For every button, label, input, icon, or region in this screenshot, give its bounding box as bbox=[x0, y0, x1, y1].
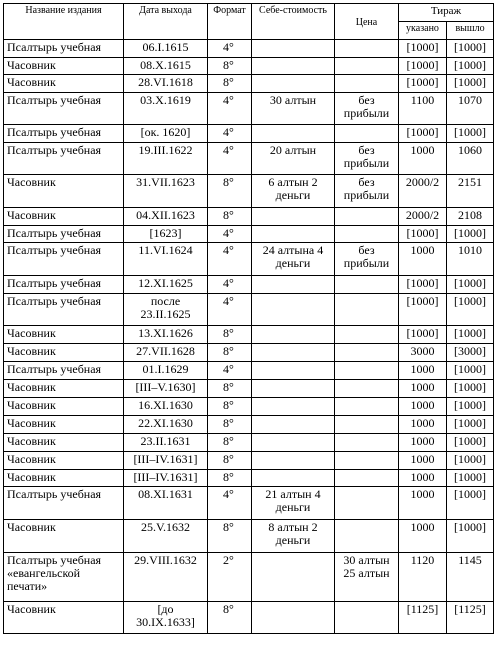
cell-issued: [1000] bbox=[447, 487, 494, 520]
table-row bbox=[4, 344, 494, 362]
cell-issued: [1125] bbox=[447, 602, 494, 634]
cell-price bbox=[335, 294, 399, 326]
cell-name: Часовник bbox=[4, 602, 124, 634]
cell-date: 27.VII.1628 bbox=[124, 344, 208, 362]
cell-date: 08.XI.1631 bbox=[124, 487, 208, 520]
cell-cost bbox=[252, 58, 335, 75]
cell-price bbox=[335, 362, 399, 380]
table-row bbox=[4, 487, 494, 520]
cell-date: 12.XI.1625 bbox=[124, 276, 208, 294]
table-body bbox=[4, 40, 494, 634]
cell-cost bbox=[252, 75, 335, 93]
table-row bbox=[4, 58, 494, 75]
cell-cost: 21 алтын 4 деньги bbox=[252, 487, 335, 520]
cell-price: без прибыли bbox=[335, 93, 399, 125]
cell-name: Часовник bbox=[4, 416, 124, 434]
cell-name: Псалтырь учебная bbox=[4, 276, 124, 294]
cell-price bbox=[335, 40, 399, 58]
cell-cost bbox=[252, 416, 335, 434]
cell-stated: 1000 bbox=[399, 398, 447, 416]
cell-price bbox=[335, 75, 399, 93]
cell-format: 8° bbox=[208, 344, 252, 362]
cell-cost bbox=[252, 344, 335, 362]
cell-name: Часовник bbox=[4, 452, 124, 470]
cell-issued: [1000] bbox=[447, 58, 494, 75]
cell-format: 4° bbox=[208, 143, 252, 175]
cell-stated: [1000] bbox=[399, 326, 447, 344]
cell-format: 8° bbox=[208, 208, 252, 226]
table-row bbox=[4, 40, 494, 58]
cell-price: без прибыли bbox=[335, 243, 399, 276]
cell-price bbox=[335, 326, 399, 344]
cell-date: 28.VI.1618 bbox=[124, 75, 208, 93]
header-cost: Себе-стоимость bbox=[252, 4, 335, 40]
cell-name: Псалтырь учебная «евангельской печати» bbox=[4, 553, 124, 602]
cell-name: Псалтырь учебная bbox=[4, 294, 124, 326]
table-row bbox=[4, 553, 494, 602]
cell-date: 19.III.1622 bbox=[124, 143, 208, 175]
table-row bbox=[4, 276, 494, 294]
cell-name: Псалтырь учебная bbox=[4, 143, 124, 175]
cell-format: 4° bbox=[208, 294, 252, 326]
table-row bbox=[4, 143, 494, 175]
cell-format: 8° bbox=[208, 380, 252, 398]
cell-stated: [1000] bbox=[399, 276, 447, 294]
cell-issued: 1010 bbox=[447, 243, 494, 276]
cell-date: [до 30.IX.1633] bbox=[124, 602, 208, 634]
cell-name: Псалтырь учебная bbox=[4, 487, 124, 520]
cell-name: Псалтырь учебная bbox=[4, 243, 124, 276]
cell-issued: [1000] bbox=[447, 416, 494, 434]
cell-price bbox=[335, 434, 399, 452]
cell-issued: [1000] bbox=[447, 520, 494, 553]
cell-date: 13.XI.1626 bbox=[124, 326, 208, 344]
header-name: Название издания bbox=[4, 4, 124, 40]
cell-price bbox=[335, 398, 399, 416]
cell-stated: 1000 bbox=[399, 143, 447, 175]
cell-format: 4° bbox=[208, 276, 252, 294]
cell-cost bbox=[252, 326, 335, 344]
cell-name: Часовник bbox=[4, 208, 124, 226]
cell-price bbox=[335, 58, 399, 75]
table-row bbox=[4, 125, 494, 143]
cell-stated: 1000 bbox=[399, 380, 447, 398]
cell-date: 06.I.1615 bbox=[124, 40, 208, 58]
cell-date: [ок. 1620] bbox=[124, 125, 208, 143]
cell-stated: 1000 bbox=[399, 452, 447, 470]
cell-format: 8° bbox=[208, 398, 252, 416]
cell-cost: 30 алтын bbox=[252, 93, 335, 125]
cell-format: 8° bbox=[208, 470, 252, 487]
cell-format: 4° bbox=[208, 125, 252, 143]
cell-date: [III–IV.1631] bbox=[124, 470, 208, 487]
cell-issued: [1000] bbox=[447, 40, 494, 58]
table-row bbox=[4, 294, 494, 326]
header-date: Дата выхода bbox=[124, 4, 208, 40]
cell-cost bbox=[252, 398, 335, 416]
header-format: Формат bbox=[208, 4, 252, 40]
cell-issued: [1000] bbox=[447, 294, 494, 326]
cell-price bbox=[335, 380, 399, 398]
cell-stated: [1000] bbox=[399, 294, 447, 326]
cell-date: после 23.II.1625 bbox=[124, 294, 208, 326]
cell-date: 25.V.1632 bbox=[124, 520, 208, 553]
cell-price bbox=[335, 125, 399, 143]
cell-stated: 1000 bbox=[399, 243, 447, 276]
cell-name: Псалтырь учебная bbox=[4, 226, 124, 243]
table-row bbox=[4, 175, 494, 208]
cell-price bbox=[335, 226, 399, 243]
cell-cost bbox=[252, 470, 335, 487]
cell-date: 04.XII.1623 bbox=[124, 208, 208, 226]
cell-name: Часовник bbox=[4, 380, 124, 398]
cell-name: Часовник bbox=[4, 326, 124, 344]
cell-stated: [1000] bbox=[399, 125, 447, 143]
cell-name: Псалтырь учебная bbox=[4, 362, 124, 380]
table-row bbox=[4, 520, 494, 553]
table-row bbox=[4, 416, 494, 434]
table-row bbox=[4, 380, 494, 398]
cell-price bbox=[335, 452, 399, 470]
cell-format: 4° bbox=[208, 362, 252, 380]
cell-issued: [1000] bbox=[447, 398, 494, 416]
cell-date: 22.XI.1630 bbox=[124, 416, 208, 434]
table-row bbox=[4, 75, 494, 93]
cell-name: Часовник bbox=[4, 175, 124, 208]
cell-format: 8° bbox=[208, 434, 252, 452]
cell-date: [III–IV.1631] bbox=[124, 452, 208, 470]
table-row bbox=[4, 602, 494, 634]
cell-name: Псалтырь учебная bbox=[4, 125, 124, 143]
cell-issued: [1000] bbox=[447, 470, 494, 487]
cell-name: Часовник bbox=[4, 434, 124, 452]
cell-price bbox=[335, 602, 399, 634]
cell-issued: 2108 bbox=[447, 208, 494, 226]
cell-stated: 3000 bbox=[399, 344, 447, 362]
cell-format: 8° bbox=[208, 75, 252, 93]
cell-format: 8° bbox=[208, 326, 252, 344]
cell-cost bbox=[252, 362, 335, 380]
cell-issued: 1070 bbox=[447, 93, 494, 125]
cell-format: 4° bbox=[208, 226, 252, 243]
cell-cost bbox=[252, 125, 335, 143]
cell-stated: 1000 bbox=[399, 416, 447, 434]
cell-price bbox=[335, 470, 399, 487]
cell-issued: [1000] bbox=[447, 380, 494, 398]
cell-stated: 1000 bbox=[399, 487, 447, 520]
cell-price: без прибыли bbox=[335, 143, 399, 175]
cell-stated: 1120 bbox=[399, 553, 447, 602]
cell-format: 4° bbox=[208, 40, 252, 58]
cell-stated: 1100 bbox=[399, 93, 447, 125]
cell-cost: 20 алтын bbox=[252, 143, 335, 175]
cell-name: Псалтырь учебная bbox=[4, 93, 124, 125]
cell-cost bbox=[252, 226, 335, 243]
cell-name: Часовник bbox=[4, 520, 124, 553]
cell-cost bbox=[252, 452, 335, 470]
cell-cost bbox=[252, 276, 335, 294]
table-row bbox=[4, 243, 494, 276]
header-price: Цена bbox=[335, 4, 399, 40]
cell-date: 31.VII.1623 bbox=[124, 175, 208, 208]
cell-format: 8° bbox=[208, 58, 252, 75]
cell-cost: 8 алтын 2 деньги bbox=[252, 520, 335, 553]
cell-cost bbox=[252, 434, 335, 452]
table-row bbox=[4, 398, 494, 416]
cell-date: 23.II.1631 bbox=[124, 434, 208, 452]
cell-date: 29.VIII.1632 bbox=[124, 553, 208, 602]
cell-name: Часовник bbox=[4, 398, 124, 416]
cell-price bbox=[335, 416, 399, 434]
cell-price bbox=[335, 276, 399, 294]
table-row bbox=[4, 93, 494, 125]
cell-issued: [3000] bbox=[447, 344, 494, 362]
cell-issued: [1000] bbox=[447, 326, 494, 344]
cell-name: Часовник bbox=[4, 470, 124, 487]
cell-cost bbox=[252, 294, 335, 326]
cell-format: 8° bbox=[208, 602, 252, 634]
cell-price bbox=[335, 344, 399, 362]
cell-stated: 1000 bbox=[399, 520, 447, 553]
table-row bbox=[4, 434, 494, 452]
cell-price bbox=[335, 520, 399, 553]
cell-date: 11.VI.1624 bbox=[124, 243, 208, 276]
cell-stated: [1000] bbox=[399, 40, 447, 58]
cell-name: Часовник bbox=[4, 75, 124, 93]
cell-date: 03.X.1619 bbox=[124, 93, 208, 125]
cell-stated: [1000] bbox=[399, 75, 447, 93]
cell-stated: [1000] bbox=[399, 226, 447, 243]
print-runs-table bbox=[3, 3, 494, 634]
cell-format: 2° bbox=[208, 553, 252, 602]
cell-date: [III–V.1630] bbox=[124, 380, 208, 398]
cell-format: 8° bbox=[208, 175, 252, 208]
cell-issued: [1000] bbox=[447, 125, 494, 143]
cell-issued: 1145 bbox=[447, 553, 494, 602]
cell-date: 16.XI.1630 bbox=[124, 398, 208, 416]
table-row bbox=[4, 208, 494, 226]
cell-issued: [1000] bbox=[447, 276, 494, 294]
cell-date: [1623] bbox=[124, 226, 208, 243]
cell-stated: [1125] bbox=[399, 602, 447, 634]
cell-issued: [1000] bbox=[447, 362, 494, 380]
cell-format: 8° bbox=[208, 520, 252, 553]
header-circulation: Тираж bbox=[399, 4, 494, 22]
cell-price bbox=[335, 487, 399, 520]
cell-format: 4° bbox=[208, 93, 252, 125]
cell-format: 4° bbox=[208, 487, 252, 520]
table-row bbox=[4, 226, 494, 243]
cell-price: 30 алтын 25 алтын bbox=[335, 553, 399, 602]
cell-format: 8° bbox=[208, 452, 252, 470]
cell-cost bbox=[252, 380, 335, 398]
cell-issued: [1000] bbox=[447, 452, 494, 470]
cell-format: 4° bbox=[208, 243, 252, 276]
cell-name: Часовник bbox=[4, 344, 124, 362]
header-issued: вышло bbox=[447, 22, 494, 40]
cell-stated: [1000] bbox=[399, 58, 447, 75]
table-row bbox=[4, 452, 494, 470]
cell-format: 8° bbox=[208, 416, 252, 434]
cell-stated: 2000/2 bbox=[399, 208, 447, 226]
cell-price: без прибыли bbox=[335, 175, 399, 208]
cell-issued: [1000] bbox=[447, 75, 494, 93]
cell-stated: 2000/2 bbox=[399, 175, 447, 208]
cell-stated: 1000 bbox=[399, 434, 447, 452]
table-row bbox=[4, 326, 494, 344]
cell-issued: 1060 bbox=[447, 143, 494, 175]
cell-cost bbox=[252, 40, 335, 58]
table-row bbox=[4, 470, 494, 487]
cell-cost: 24 алтына 4 деньги bbox=[252, 243, 335, 276]
cell-stated: 1000 bbox=[399, 470, 447, 487]
cell-cost: 6 алтын 2 деньги bbox=[252, 175, 335, 208]
cell-cost bbox=[252, 208, 335, 226]
cell-stated: 1000 bbox=[399, 362, 447, 380]
cell-issued: [1000] bbox=[447, 434, 494, 452]
cell-price bbox=[335, 208, 399, 226]
cell-cost bbox=[252, 602, 335, 634]
cell-name: Псалтырь учебная bbox=[4, 40, 124, 58]
table-row bbox=[4, 362, 494, 380]
cell-date: 01.I.1629 bbox=[124, 362, 208, 380]
cell-issued: 2151 bbox=[447, 175, 494, 208]
cell-cost bbox=[252, 553, 335, 602]
cell-name: Часовник bbox=[4, 58, 124, 75]
header-stated: указано bbox=[399, 22, 447, 40]
cell-date: 08.X.1615 bbox=[124, 58, 208, 75]
cell-issued: [1000] bbox=[447, 226, 494, 243]
